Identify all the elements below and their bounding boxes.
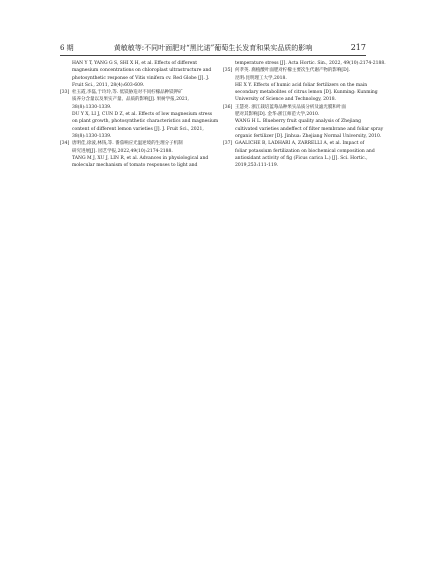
reference-number: [36]	[223, 104, 233, 110]
reference-column-left	[60, 60, 219, 169]
reference-line: molecular mechanism of tomato responses to light and	[72, 163, 198, 169]
reference-number: [34]	[60, 141, 70, 147]
reference-line: HAN Y T, YANG G S, SHI X H, et al. Effects of different	[72, 61, 198, 66]
reference-line: GAALICHE B, LADHARI A, ZARRELLI A, et al. Impact of	[235, 141, 365, 147]
reference-continuation	[223, 60, 386, 67]
reference-line: on plant growth, photosynthetic characteristics and magnesium	[72, 119, 219, 125]
reference-line: 38(8):1330-1339.	[72, 133, 112, 139]
header-rule	[60, 55, 366, 56]
reference-line: 肥对其影响[D]. 金华:浙江师范大学,2010.	[235, 112, 320, 118]
reference-line: Fruit Sci., 2011, 28(4):603-609.	[72, 82, 145, 88]
reference-line: content of different lemon varieties [J]. J. Fruit Sci., 2021,	[72, 126, 204, 132]
reference-line: foliar potassium fertilization on biochemical composition and	[235, 148, 375, 154]
reference-line: 昆明:昆明理工大学,2018.	[235, 75, 287, 81]
issue-number: 6 期	[60, 44, 74, 52]
reference-continuation	[60, 60, 210, 89]
page-number: 217	[350, 43, 366, 52]
reference-line: 质养分含量以及果实产量、品质的影响[J]. 果树学报,2021,	[72, 97, 189, 103]
running-header	[60, 43, 366, 55]
reference-line: HE X Y. Effects of humic acid foliar fertilizers on the main	[235, 82, 368, 88]
reference-line: 王慧亮. 浙江栽培蓝莓品种果实品质分析及滤光膜和叶面	[235, 104, 346, 110]
reference-entry	[223, 104, 384, 140]
reference-line: 研究进展[J]. 园艺学报,2022,49(10):2174-2188.	[72, 148, 173, 154]
reference-number: [33]	[60, 90, 70, 96]
reference-line: 杜玉霞,李磊,于玲玲,等. 低镁胁迫对不同柠檬品种镁钾矿	[72, 90, 183, 96]
running-title: 黄敏敏等:不同叶面肥对“黑比诺”葡萄生长发育和果实品质的影响	[113, 44, 313, 52]
reference-line: WANG H L. Blueberry fruit quality analysis of Zhejiang	[235, 119, 361, 125]
reference-line: TANG M J, XU J, LIN R, et al. Advances in physiological and	[72, 155, 209, 161]
reference-number: [37]	[223, 141, 233, 147]
reference-column-right	[223, 60, 386, 169]
reference-line: 唐明佳,徐波,林钱,等. 番茄响应光温逆境的生理分子机制	[72, 141, 183, 147]
reference-line: DU Y X, LI J, CUN D Z, et al. Effects of low magnesium stress	[72, 112, 213, 118]
reference-number: [35]	[223, 68, 233, 74]
reference-entry	[223, 140, 373, 169]
reference-line: organic fertilizer [D]. Jinhua: Zhejiang Normal University, 2010.	[235, 133, 382, 139]
reference-line: cultivated varieties andeffect of filter membrane and foliar spray	[235, 126, 384, 132]
reference-line: 何孝英. 腐植酸叶面肥对柠檬主要次生代谢产物的影响[D].	[235, 68, 350, 74]
reference-line: antioxidant activity of fig (Ficus carica L.) [J]. Sci. Hortic.,	[235, 155, 368, 161]
reference-entry	[223, 67, 378, 103]
reference-line: University of Science and Technology, 2018.	[235, 97, 336, 103]
reference-line: magnesium concentrations on chloroplast ultrastructure and	[72, 68, 212, 74]
reference-line: 38(8):1330-1339.	[72, 104, 112, 110]
reference-entry	[60, 89, 219, 140]
reference-line: secondary metabolites of citrus lemon [D]. Kunming: Kunming	[235, 90, 378, 96]
reference-line: photosynthetic response of Vitis vinifera cv. Red Globe [J]. J.	[72, 75, 210, 81]
reference-line: temperature stress [J]. Acta Hortic. Sin., 2022, 49(10):2174-2188.	[235, 61, 386, 66]
reference-line: 2019,253:111-119.	[235, 163, 279, 169]
reference-entry	[60, 140, 210, 169]
